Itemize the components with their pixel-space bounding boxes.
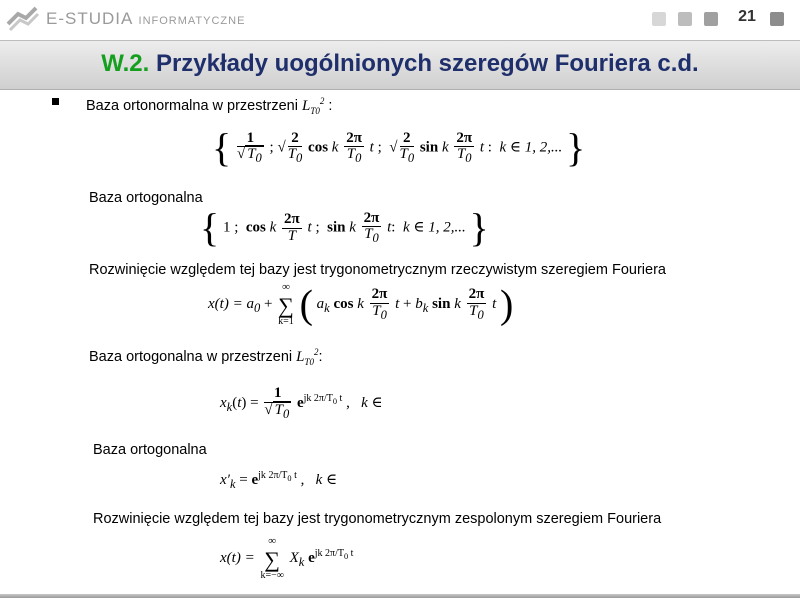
- text-line-2: Baza ortogonalna: [89, 190, 203, 206]
- colon: :: [328, 98, 333, 114]
- text-line-5: Baza ortogonalna: [93, 442, 207, 458]
- formula-real-fourier-series: $x(t) = a_0$ + ∞ ∑ k=1 ( $a_k$ cos k $\frac{2\pi}{T_0}$ $t + b_k$ sin k $\frac{2\pi}{T_0}$ t ): [208, 281, 514, 327]
- nav-square-4: [770, 12, 784, 26]
- text-line-6: Rozwinięcie względem tej bazy jest trygonometrycznym zespolonym szeregiem Fouriera: [93, 511, 662, 527]
- logo-icon: [6, 6, 40, 32]
- nav-square-3: [704, 12, 718, 26]
- formula-complex-fourier-series: x(t) = ∞ ∑ k=−∞ $X_k$ $e^{jk 2\pi/T_0 t}$: [220, 535, 354, 581]
- brand-main: E-STUDIA: [46, 9, 134, 28]
- slide-title: [0, 50, 800, 78]
- nav-square-1: [652, 12, 666, 26]
- nav-square-2: [678, 12, 692, 26]
- page-number: 21: [738, 8, 756, 25]
- formula-complex-basis: $x_k(t)$ = $\frac{1}{√ T_0}$ $e^{jk 2\pi/T_0 t}$ , k ∈ ⃞: [220, 385, 398, 421]
- space-symbol: $L_{T0}^2$: [302, 96, 325, 116]
- formula-complex-basis-unnormalized: $x'_k = e^{jk 2\pi/T_0 t}$ , k ∈ ⃞: [220, 470, 353, 491]
- formula-orthonormal-basis: { $\frac{1}{√ T_0}$ ; √ $\frac{2}{T_0}$ cos k $\frac{2\pi}{T_0}$ t ; √ $\frac{2}{T_0}$ sin k $\frac{2\pi}{T_0}$ t : k ∈ 1, 2,... }: [212, 125, 586, 170]
- brand-sub: INFORMATYCZNE: [138, 15, 246, 27]
- title-prefix: W.2.: [101, 50, 150, 77]
- text-line-4: Baza ortogonalna w przestrzeni $L_{T0}^2$:: [89, 347, 323, 367]
- formula-orthogonal-basis: { 1 ; cos k $\frac{2\pi}{T}$ t ; sin k $\frac{2\pi}{T_0}$ t: k ∈ 1, 2,... }: [200, 205, 489, 250]
- text-line-1: [86, 96, 332, 116]
- text-line-1-label: Baza ortonormalna w przestrzeni: [86, 98, 298, 114]
- bullet-marker: [52, 98, 59, 105]
- brand-name: [46, 9, 245, 29]
- text-line-3: Rozwinięcie względem tej bazy jest trygonometrycznym rzeczywistym szeregiem Fouriera: [89, 262, 666, 278]
- title-text: Przykłady uogólnionych szeregów Fouriera c.d.: [155, 50, 699, 77]
- footer-line: [0, 594, 800, 598]
